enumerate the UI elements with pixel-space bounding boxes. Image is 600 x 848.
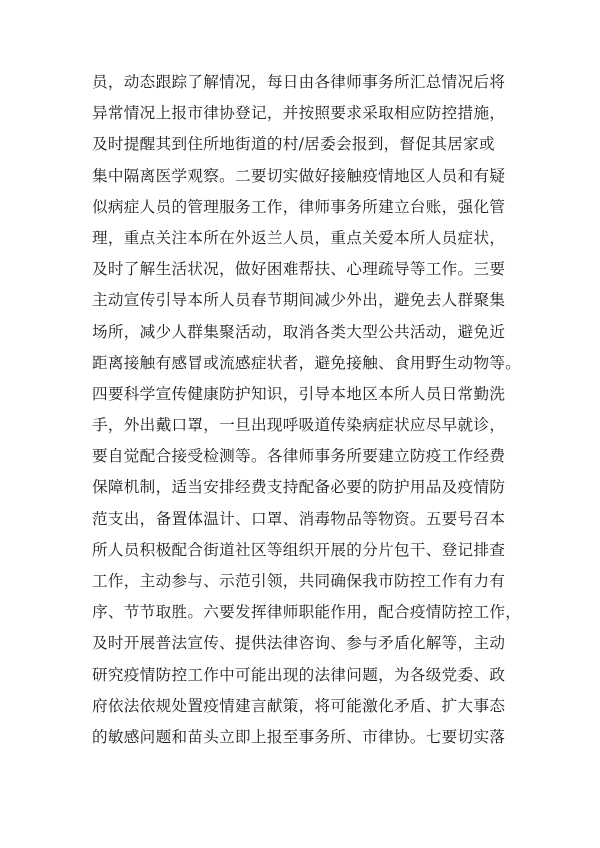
text-line: 所人员积极配合街道社区等组织开展的分片包干、登记排查 <box>92 540 506 559</box>
body-paragraph <box>92 67 522 753</box>
text-line: 研究疫情防控工作中可能出现的法律问题，为各级党委、政 <box>92 665 506 684</box>
text-line: 保障机制，适当安排经费支持配备必要的防护用品及疫情防 <box>92 478 506 497</box>
text-line: 距离接触有感冒或流感症状者，避免接触、食用野生动物等。 <box>92 353 522 372</box>
text-line: 要自觉配合接受检测等。各律师事务所要建立防疫工作经费 <box>92 447 506 466</box>
text-line: 序、节节取胜。六要发挥律师职能作用，配合疫情防控工作， <box>92 603 522 622</box>
text-line: 集中隔离医学观察。二要切实做好接触疫情地区人员和有疑 <box>92 166 506 185</box>
text-line: 工作，主动参与、示范引领，共同确保我市防控工作有力有 <box>92 572 506 590</box>
text-line: 手，外出戴口罩，一旦出现呼吸道传染病症状应尽早就诊， <box>92 416 506 435</box>
text-line: 及时了解生活状况，做好困难帮扶、心理疏导等工作。三要 <box>92 260 506 279</box>
text-line: 场所，减少人群集聚活动，取消各类大型公共活动，避免近 <box>92 322 506 341</box>
text-line: 的敏感问题和苗头立即上报至事务所、市律协。七要切实落 <box>92 727 506 746</box>
text-line: 及时开展普法宣传、提供法律咨询、参与矛盾化解等，主动 <box>92 634 506 653</box>
text-line: 范支出，备置体温计、口罩、消毒物品等物资。五要号召本 <box>92 509 506 528</box>
text-line: 四要科学宣传健康防护知识，引导本地区本所人员日常勤洗 <box>92 384 506 403</box>
text-line: 异常情况上报市律协登记，并按照要求采取相应防控措施， <box>92 104 506 123</box>
text-line: 及时提醒其到住所地街道的村/居委会报到，督促其居家或 <box>92 135 495 154</box>
text-line: 理，重点关注本所在外返兰人员，重点关爱本所人员症状， <box>92 228 506 247</box>
text-line: 府依法依规处置疫情建言献策，将可能激化矛盾、扩大事态 <box>92 696 506 715</box>
text-line: 似病症人员的管理服务工作，律师事务所建立台账，强化管 <box>92 197 506 216</box>
text-line: 主动宣传引导本所人员春节期间减少外出，避免去人群聚集 <box>92 291 506 310</box>
text-line: 员，动态跟踪了解情况，每日由各律师事务所汇总情况后将 <box>92 73 506 91</box>
